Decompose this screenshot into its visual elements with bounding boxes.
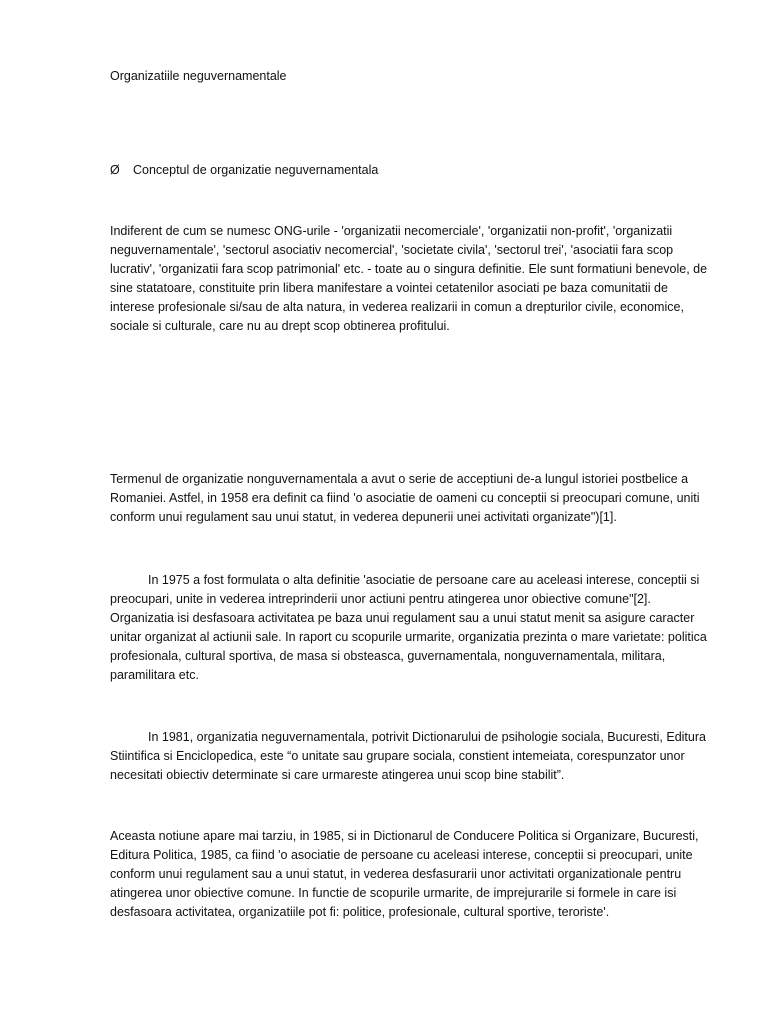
section-heading: Conceptul de organizatie neguvernamentala: [133, 163, 379, 177]
paragraph-4: In 1981, organizatia neguvernamentala, potrivit Dictionarului de psihologie sociala, Bucuresti, Editura Stiintifica si Enciclopedica, este “o unitate sau grupare sociala, constient intemeiata, corespunzator unor necesitati obiectiv determinate si care urmareste atingerea unui scop bine stabilit”.: [110, 730, 706, 782]
paragraph-2: Termenul de organizatie nonguvernamentala a avut o serie de acceptiuni de-a lungul istoriei postbelice a Romaniei. Astfel, in 1958 era definit ca fiind 'o asociatie de oameni cu conceptii si preocupari comune, uniti conform unui regulament sau unui statut, in vederea depunerii unei activitati organizate")[1].: [110, 472, 700, 524]
document-title: Organizatiile neguvernamentale: [110, 69, 287, 83]
paragraph-1: Indiferent de cum se numesc ONG-urile - 'organizatii necomerciale', 'organizatii non-profit', 'organizatii neguvernamentale', 'sectorul asociativ necomercial', 'societate civila', 'sectorul trei', 'asociatii fara scop lucrativ', 'organizatii fara scop patrimonial' etc. - toate au o singura definitie. Ele sunt formatiuni benevole, de sine statatoare, constituite prin libera manifestare a vointei cetatenilor asociati pe baza comunitatii de interese profesionale si/sau de alta natura, in vederea realizarii in comun a drepturilor civile, economice, sociale si culturale, care nu au drept scop obtinerea profitului.: [110, 224, 708, 333]
section-heading-row: [110, 161, 710, 180]
paragraph-3: In 1975 a fost formulata o alta definitie 'asociatie de persoane care au aceleasi interese, conceptii si preocupari, unite in vederea intreprinderii unor actiuni pentru atingerea unor obiective comune"[2]. Organizatia isi desfasoara activitatea pe baza unui regulament sau a unui statut menit sa asigure caracter unitar organizat al actiunii sale. In raport cu scopurile urmarite, organizatia prezinta o mare varietate: politica profesionala, cultural sportiva, de masa si obsteasca, guvernamentala, nonguvernamentala, militara, paramilitara etc.: [110, 573, 707, 682]
paragraph-5: Aceasta notiune apare mai tarziu, in 1985, si in Dictionarul de Conducere Politica si Organizare, Bucuresti, Editura Politica, 1985, ca fiind 'o asociatie de persoane cu aceleasi interese, conceptii si preocupari, unite conform unui regulament sau a unui statut, in vederea desfasurarii unor activitati organizationale pentru atingerea unor obiective comune. In functie de scopurile urmarite, de imprejurarile si formele in care isi desfasoara activitatea, organizatiile pot fi: politice, profesionale, cultural sportive, teroriste'.: [110, 829, 699, 919]
bullet-icon: Ø: [110, 163, 120, 177]
